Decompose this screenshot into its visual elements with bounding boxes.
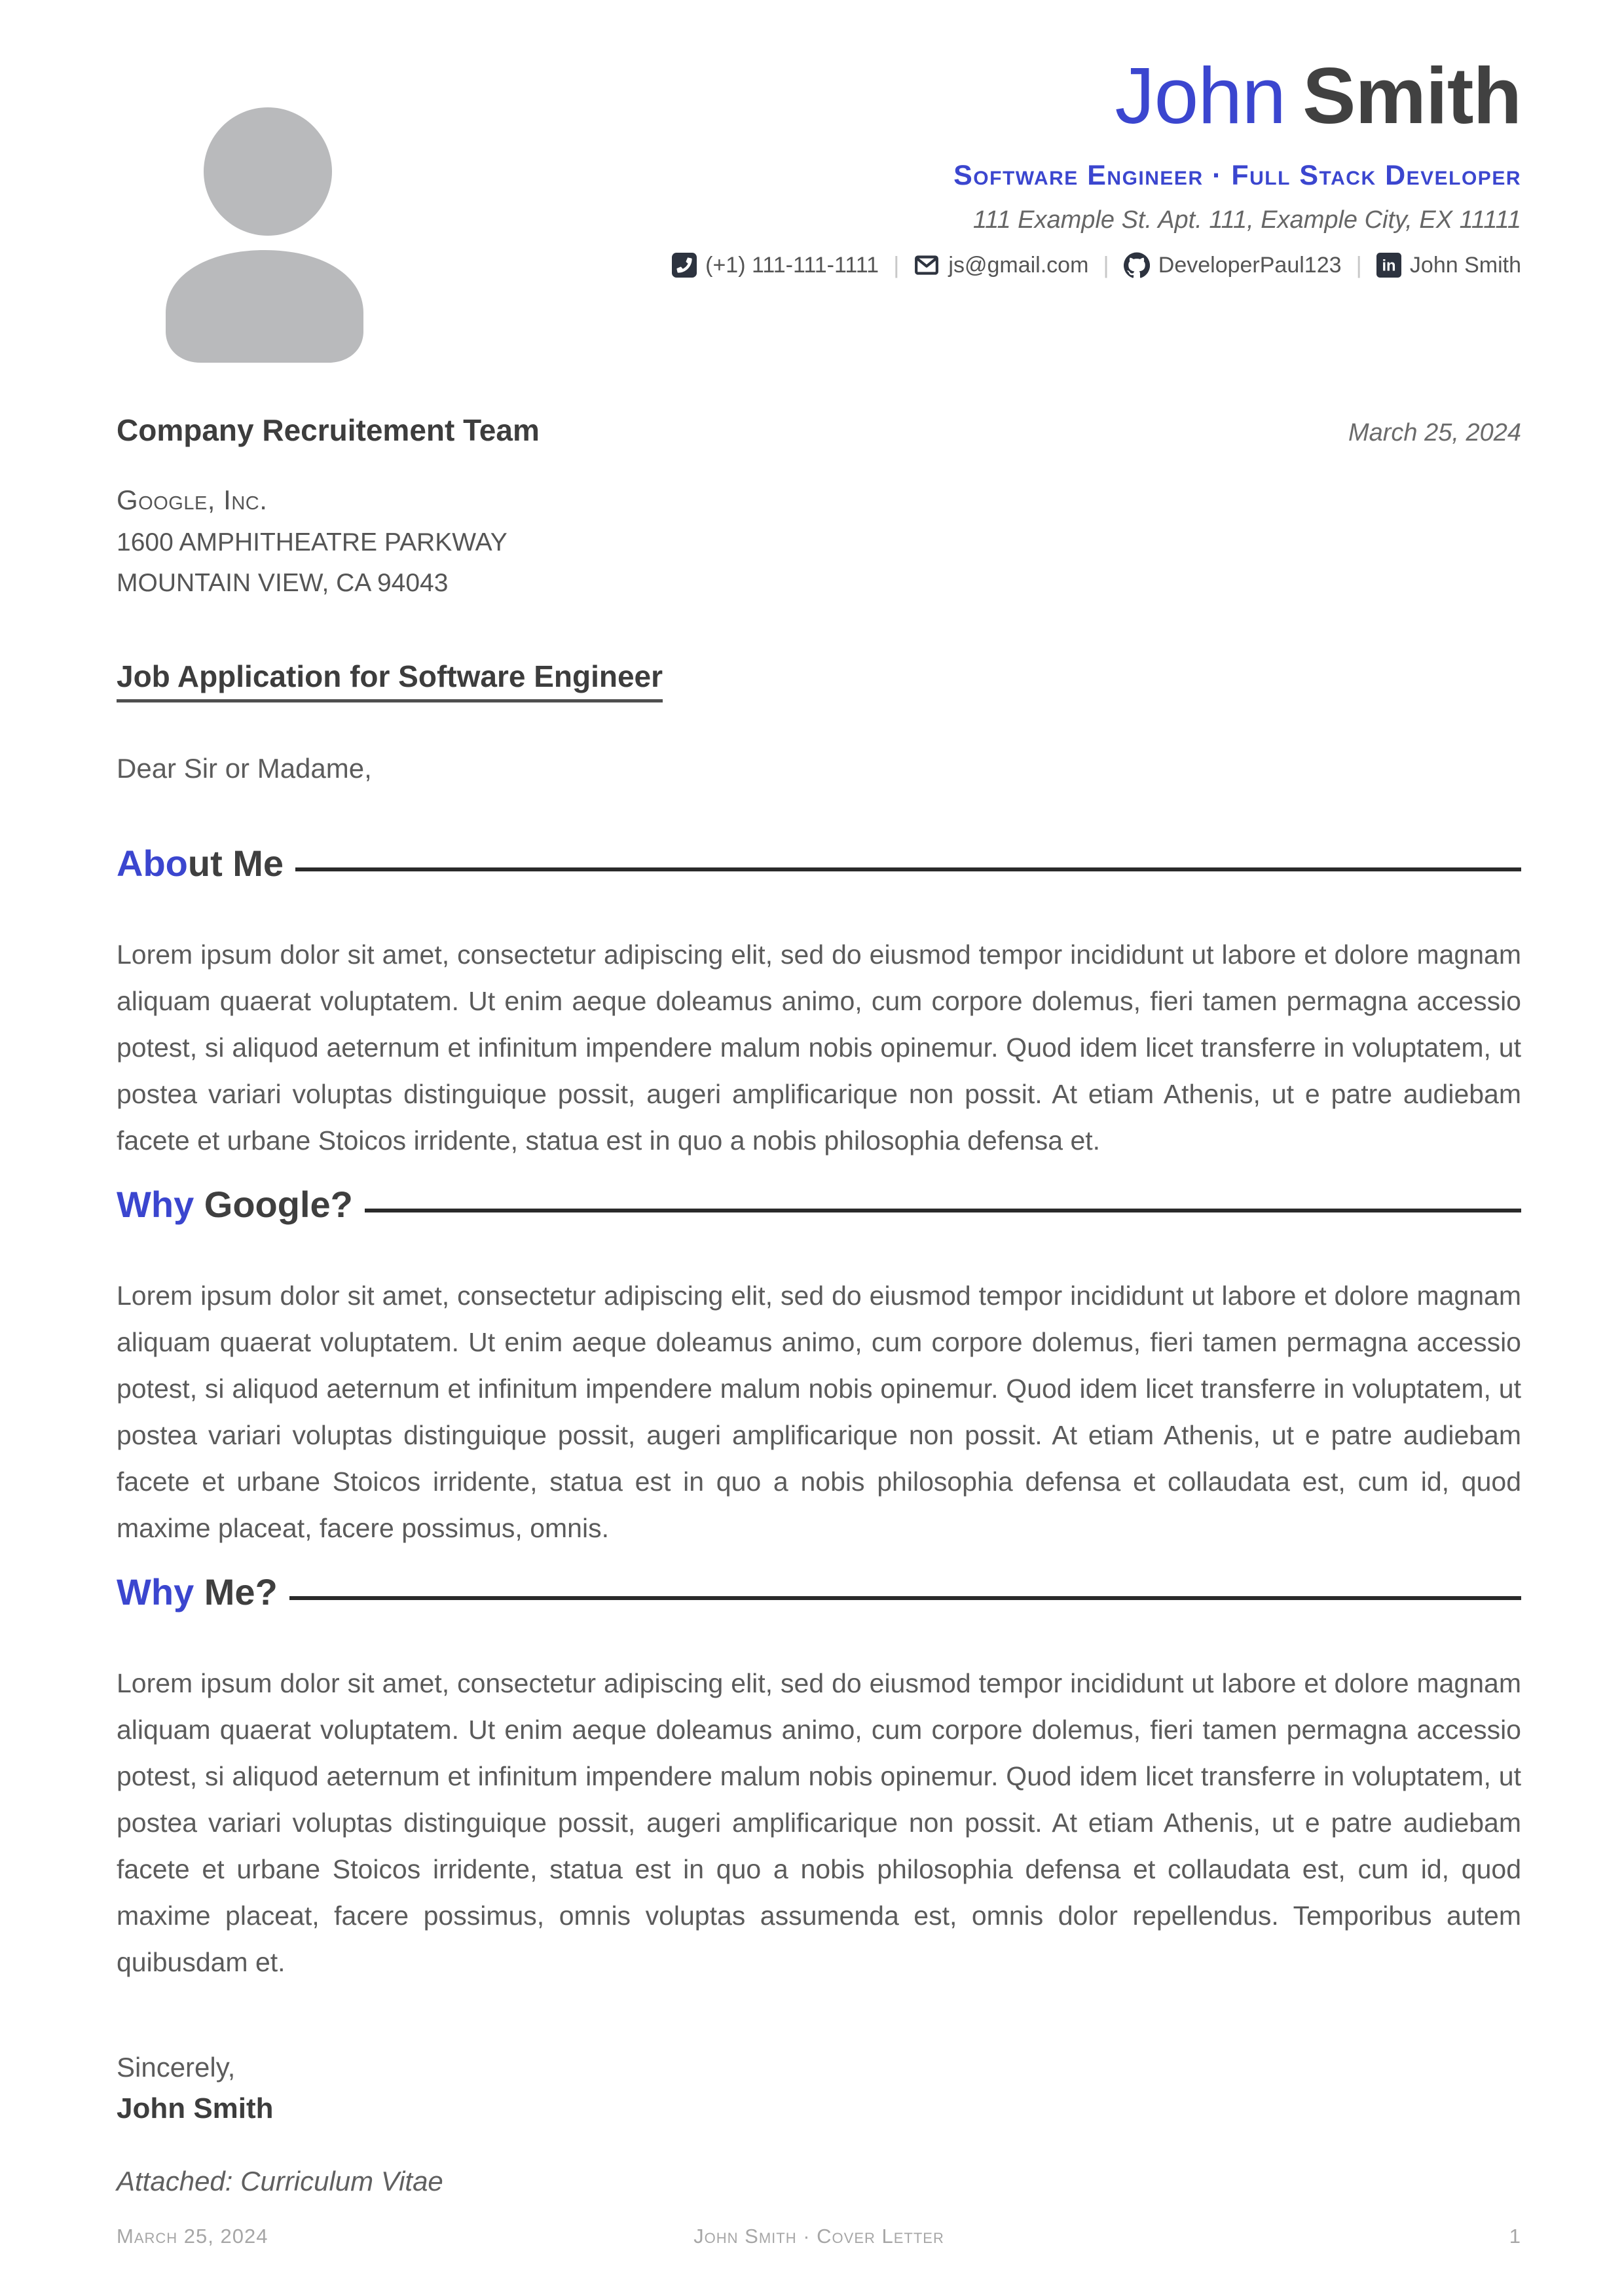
section-title: About Me	[117, 843, 284, 884]
signature-name: John Smith	[117, 2092, 274, 2124]
position-title: Software Engineer · Full Stack Developer	[953, 160, 1521, 192]
section-rule	[365, 1209, 1521, 1212]
contact-separator: |	[893, 251, 900, 279]
home-address: 111 Example St. Apt. 111, Example City, EX 11111	[972, 206, 1521, 234]
salutation: Dear Sir or Madame,	[117, 753, 372, 784]
section-paragraph-about-me: Lorem ipsum dolor sit amet, consectetur adipiscing elit, sed do eiusmod tempor incididunt ut labore et dolore magnam aliquam quaerat voluptatem. Ut enim aeque doleamus animo, cum corpore dolemus, fieri tamen permagna accessio potest, si aliquod aeternum et infinitum impendere malum nobis opinemur. Quod idem licet transferre in voluptatem, ut postea variari voluptas distinguique possit, augeri amplificarique non possit. At etiam Athenis, ut e patre audiebam facete et urbane Stoicos irridente, statua est in quo a nobis philosophia defensa et.	[117, 939, 1521, 1156]
section-rule	[289, 1596, 1521, 1600]
section-paragraph-why-google: Lorem ipsum dolor sit amet, consectetur adipiscing elit, sed do eiusmod tempor incididunt ut labore et dolore magnam aliquam quaerat voluptatem. Ut enim aeque doleamus animo, cum corpore dolemus, fieri tamen permagna accessio potest, si aliquod aeternum et infinitum impendere malum nobis opinemur. Quod idem licet transferre in voluptatem, ut postea variari voluptas distinguique possit, augeri amplificarique non possit. At etiam Athenis, ut e patre audiebam facete et urbane Stoicos irridente, statua est in quo a nobis philosophia defensa et collaudata est, cum id, quod maxime placeat, facere possimus, omnis.	[117, 1281, 1521, 1543]
svg-text:in: in	[1382, 257, 1396, 275]
footer-page-number: 1	[1509, 2225, 1521, 2248]
email-address: js@gmail.com	[948, 252, 1089, 278]
section-heading-about-me	[117, 843, 1521, 884]
letter-date: March 25, 2024	[1348, 419, 1521, 446]
section-title: Why Me?	[117, 1571, 278, 1613]
section-paragraph-why-me: Lorem ipsum dolor sit amet, consectetur adipiscing elit, sed do eiusmod tempor incididunt ut labore et dolore magnam aliquam quaerat voluptatem. Ut enim aeque doleamus animo, cum corpore dolemus, fieri tamen permagna accessio potest, si aliquod aeternum et infinitum impendere malum nobis opinemur. Quod idem licet transferre in voluptatem, ut postea variari voluptas distinguique possit, augeri amplificarique non possit. At etiam Athenis, ut e patre audiebam facete et urbane Stoicos irridente, statua est in quo a nobis philosophia defensa et collaudata est, cum id, quod maxime placeat, facere possimus, omnis voluptas assumenda est, omnis dolor repellendus. Temporibus autem quibusdam et.	[117, 1668, 1521, 1977]
footer-date: March 25, 2024	[117, 2225, 268, 2248]
footer-document-title: John Smith · Cover Letter	[693, 2225, 944, 2248]
github-username: DeveloperPaul123	[1158, 252, 1342, 278]
linkedin-name: John Smith	[1409, 252, 1521, 278]
section-heading-why-me	[117, 1571, 1521, 1613]
recipient-address-line2: MOUNTAIN VIEW, CA 94043	[117, 569, 449, 597]
attachment-note: Attached: Curriculum Vitae	[117, 2166, 443, 2196]
recipient-row	[117, 412, 1521, 448]
phone-number: (+1) 111-111-1111	[705, 252, 879, 278]
letter-subject: Job Application for Software Engineer	[117, 659, 663, 702]
section-rule	[295, 867, 1521, 871]
section-title: Why Google?	[117, 1184, 353, 1225]
recipient-title: Company Recruitement Team	[117, 413, 540, 447]
contact-separator: |	[1103, 251, 1109, 279]
last-name: Smith	[1302, 51, 1521, 140]
section-heading-why-google	[117, 1184, 1521, 1226]
contact-separator: |	[1356, 251, 1362, 279]
subject-wrap	[117, 659, 1521, 702]
closing: Sincerely,	[117, 2052, 236, 2083]
recipient-address-line1: 1600 AMPHITHEATRE PARKWAY	[117, 528, 507, 556]
recipient-company: Google, Inc.	[117, 484, 268, 515]
first-name: John	[1115, 51, 1286, 140]
